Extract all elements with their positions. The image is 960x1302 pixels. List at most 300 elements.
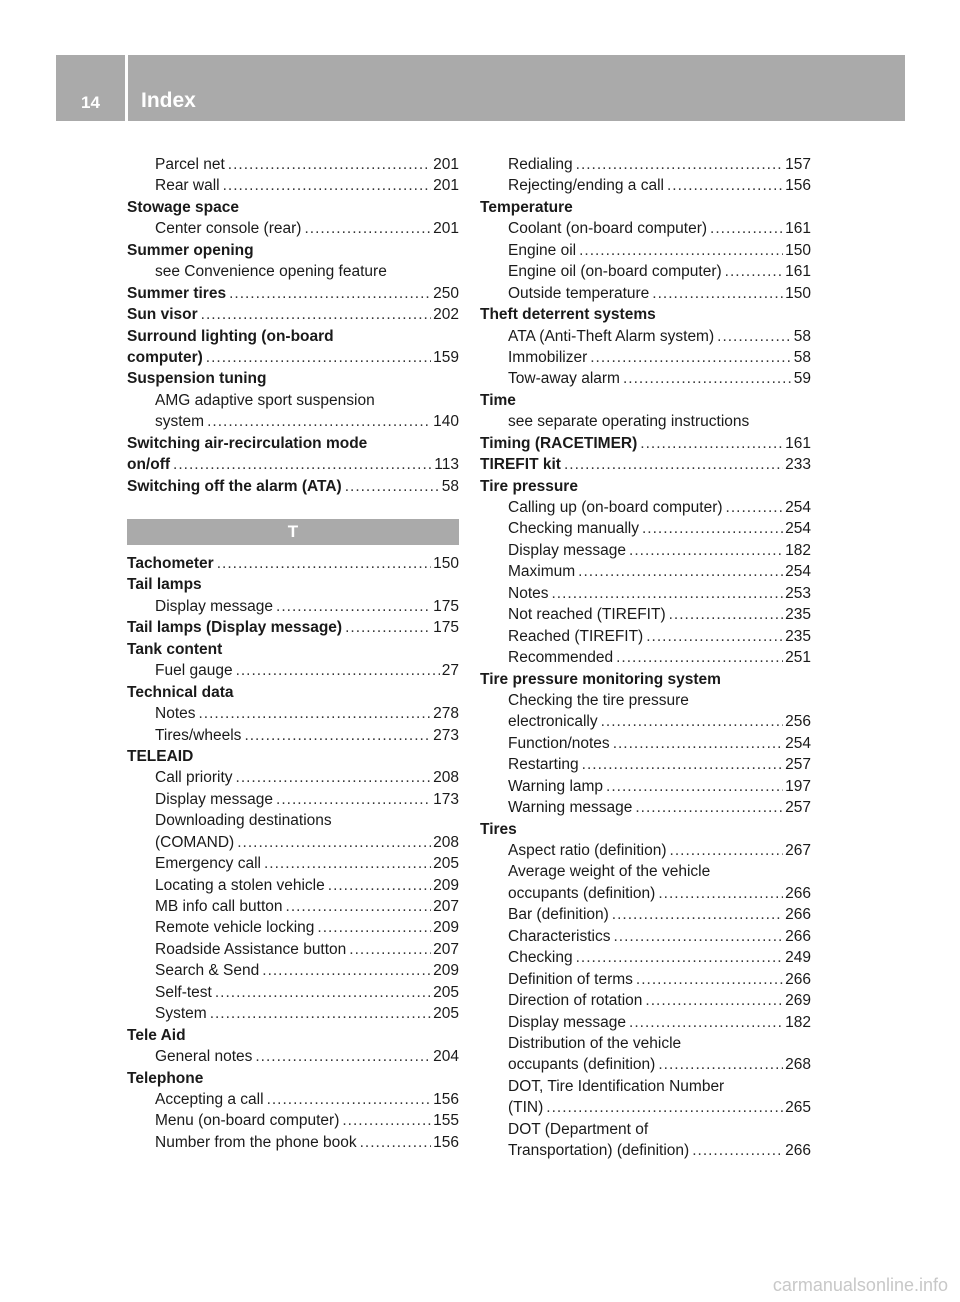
page-reference: 182 <box>785 1013 811 1031</box>
dot-leader <box>215 982 431 1003</box>
index-entry <box>480 583 811 604</box>
index-entry <box>480 990 811 1011</box>
dot-leader <box>635 797 783 818</box>
entry-text: Tire pressure monitoring system <box>480 670 721 688</box>
index-entry <box>127 703 459 724</box>
index-entry <box>127 347 459 368</box>
entry-text: Tires <box>480 820 517 838</box>
dot-leader <box>579 240 783 261</box>
entry-text: Average weight of the vehicle <box>508 863 711 881</box>
index-entry <box>127 767 459 788</box>
dot-leader <box>636 969 783 990</box>
section-letter-bar: T <box>127 519 459 545</box>
entry-text: occupants (definition) <box>508 884 656 902</box>
dot-leader <box>646 626 783 647</box>
entry-text: Time <box>480 391 516 409</box>
entry-text: Parcel net <box>155 156 225 173</box>
entry-text: Search & Send <box>155 962 260 980</box>
index-heading <box>480 197 811 218</box>
index-entry <box>480 154 811 175</box>
entry-text: Display message <box>508 1013 627 1031</box>
page-reference: 235 <box>785 606 811 624</box>
entry-text: Locating a stolen vehicle <box>155 876 325 894</box>
entry-text: Timing (RACETIMER) <box>480 434 638 452</box>
index-heading <box>127 240 459 261</box>
dot-leader <box>590 347 792 368</box>
page-reference: 254 <box>785 563 811 581</box>
page-reference: 268 <box>785 1056 811 1074</box>
index-entry <box>480 647 811 668</box>
dot-leader <box>328 875 431 896</box>
dot-leader <box>207 411 431 432</box>
page-reference: 113 <box>434 456 459 474</box>
page-reference: 266 <box>785 906 811 924</box>
page-reference: 209 <box>433 919 459 937</box>
index-entry <box>480 926 811 947</box>
dot-leader <box>173 454 432 475</box>
entry-text: System <box>155 1005 207 1023</box>
dot-leader <box>276 596 431 617</box>
page-reference: 175 <box>433 597 459 615</box>
entry-text: Warning message <box>508 799 633 817</box>
index-entry <box>480 969 811 990</box>
entry-text: Function/notes <box>508 734 610 752</box>
index-entry <box>480 840 811 861</box>
index-entry <box>480 368 811 389</box>
entry-text: Summer tires <box>127 284 227 302</box>
entry-text: Checking <box>508 949 573 967</box>
dot-leader <box>345 617 431 638</box>
entry-text: Notes <box>508 584 549 602</box>
dot-leader <box>726 497 784 518</box>
dot-leader <box>582 754 783 775</box>
dot-leader <box>710 218 783 239</box>
entry-text: Checking the tire pressure <box>508 691 689 709</box>
entry-text: AMG adaptive sport suspension <box>155 391 375 409</box>
dot-leader <box>623 368 792 389</box>
entry-text: Tires/wheels <box>155 726 242 744</box>
entry-text: Fuel gauge <box>155 662 233 680</box>
index-entries-t-continued <box>480 154 811 1162</box>
page-reference: 58 <box>793 327 811 345</box>
index-entry <box>127 896 459 917</box>
entry-text: Tail lamps <box>127 576 202 594</box>
index-entry <box>480 1054 811 1075</box>
entry-text: Center console (rear) <box>155 220 302 238</box>
index-entry <box>480 497 811 518</box>
dot-leader <box>546 1097 783 1118</box>
index-entry <box>480 604 811 625</box>
index-heading <box>127 682 459 703</box>
entry-text: occupants (definition) <box>508 1056 656 1074</box>
index-entry <box>480 518 811 539</box>
page-reference: 58 <box>793 348 811 366</box>
entry-text: Tele Aid <box>127 1026 186 1044</box>
entry-text: Telephone <box>127 1069 204 1087</box>
page-reference: 208 <box>433 833 459 851</box>
index-heading <box>127 746 459 767</box>
index-entry <box>127 853 459 874</box>
index-entries-s <box>127 154 459 497</box>
index-entry <box>127 596 459 617</box>
dot-leader <box>717 326 792 347</box>
index-heading <box>127 368 459 389</box>
page-reference: 201 <box>433 177 459 195</box>
page-reference: 156 <box>433 1090 459 1108</box>
entry-text: Definition of terms <box>508 970 633 988</box>
page-reference: 202 <box>433 306 459 324</box>
index-heading <box>480 1119 811 1140</box>
entry-text: Distribution of the vehicle <box>508 1034 682 1052</box>
page-reference: 150 <box>785 284 811 302</box>
entry-text: Switching air-recirculation mode <box>127 434 368 452</box>
dot-leader <box>612 904 783 925</box>
index-entry <box>127 725 459 746</box>
index-entry <box>127 1003 459 1024</box>
page-reference: 150 <box>433 555 459 572</box>
index-heading <box>480 390 811 411</box>
page-reference: 175 <box>433 619 459 637</box>
dot-leader <box>669 604 784 625</box>
page-reference: 266 <box>785 927 811 945</box>
entry-text: General notes <box>155 1048 253 1066</box>
index-entry <box>127 617 459 638</box>
index-entry <box>127 476 459 497</box>
dot-leader <box>304 218 431 239</box>
entry-text: Accepting a call <box>155 1090 264 1108</box>
page-reference: 253 <box>785 584 811 602</box>
index-entry <box>480 454 811 475</box>
index-heading <box>480 690 811 711</box>
page-reference: 249 <box>785 949 811 967</box>
dot-leader <box>667 175 783 196</box>
entry-text: Surround lighting (on-board <box>127 327 334 345</box>
index-entry <box>127 553 459 574</box>
index-column-left <box>127 154 459 1153</box>
page-reference: 266 <box>785 970 811 988</box>
entry-text: DOT, Tire Identification Number <box>508 1077 725 1095</box>
dot-leader <box>640 433 783 454</box>
entry-text: DOT (Department of <box>508 1120 649 1138</box>
page-reference: 209 <box>433 962 459 980</box>
page-reference: 156 <box>433 1133 459 1151</box>
index-entry <box>480 904 811 925</box>
page-reference: 58 <box>441 477 459 495</box>
entry-text: Direction of rotation <box>508 992 643 1010</box>
dot-leader <box>228 154 431 175</box>
dot-leader <box>276 789 431 810</box>
index-entry <box>127 175 459 196</box>
index-entry <box>127 411 459 432</box>
page-reference: 205 <box>433 1005 459 1023</box>
index-entry <box>127 1046 459 1067</box>
entry-text: Aspect ratio (definition) <box>508 842 667 859</box>
dot-leader <box>236 767 432 788</box>
entry-text: Tachometer <box>127 555 214 572</box>
page-reference: 254 <box>785 734 811 752</box>
entry-text: Immobilizer <box>508 348 588 366</box>
entry-text: Theft deterrent systems <box>480 306 656 324</box>
entry-text: Suspension tuning <box>127 370 267 388</box>
page-reference: 267 <box>785 842 811 859</box>
index-entry <box>127 154 459 175</box>
index-entry <box>127 304 459 325</box>
index-entry <box>480 1012 811 1033</box>
index-heading <box>480 669 811 690</box>
index-heading <box>480 861 811 882</box>
dot-leader <box>236 660 440 681</box>
entry-text: Roadside Assistance button <box>155 940 347 958</box>
dot-leader <box>217 553 431 574</box>
index-entry <box>127 660 459 681</box>
index-heading <box>480 819 811 840</box>
index-entry <box>480 1097 811 1118</box>
index-entry <box>480 947 811 968</box>
index-entry <box>127 917 459 938</box>
dot-leader <box>658 1054 783 1075</box>
page-reference: 182 <box>785 541 811 559</box>
dot-leader <box>725 261 783 282</box>
dot-leader <box>652 283 783 304</box>
entry-text: (COMAND) <box>155 833 235 851</box>
page-reference: 204 <box>433 1048 459 1066</box>
entry-text: Recommended <box>508 649 614 667</box>
page-reference: 209 <box>433 876 459 894</box>
page-reference: 257 <box>785 756 811 774</box>
page-reference: 233 <box>785 456 811 474</box>
dot-leader <box>642 518 783 539</box>
index-entry <box>127 875 459 896</box>
entry-text: (TIN) <box>508 1099 544 1117</box>
entry-text: Bar (definition) <box>508 906 609 924</box>
entry-text: Characteristics <box>508 927 611 945</box>
index-entry <box>480 1140 811 1161</box>
entry-text: Engine oil (on-board computer) <box>508 263 722 281</box>
dot-leader <box>206 347 431 368</box>
index-entry <box>480 797 811 818</box>
page-reference: 150 <box>785 241 811 259</box>
index-heading <box>127 1025 459 1046</box>
entry-text: Temperature <box>480 198 573 216</box>
dot-leader <box>601 711 784 732</box>
watermark: carmanualsonline.info <box>772 1275 948 1295</box>
entry-text: TIREFIT kit <box>480 456 561 474</box>
index-entry <box>480 883 811 904</box>
entry-text: Emergency call <box>155 855 261 873</box>
index-heading <box>127 326 459 347</box>
index-heading <box>127 810 459 831</box>
page-reference: 205 <box>433 855 459 873</box>
dot-leader <box>629 1012 783 1033</box>
index-entry <box>480 218 811 239</box>
index-entry <box>480 261 811 282</box>
entry-text: Call priority <box>155 769 233 787</box>
entry-text: Maximum <box>508 563 576 581</box>
dot-leader <box>229 283 431 304</box>
index-entry <box>127 1089 459 1110</box>
index-entry <box>480 626 811 647</box>
page-reference: 278 <box>433 705 459 723</box>
entry-text: on/off <box>127 456 171 474</box>
page-reference: 251 <box>785 649 811 667</box>
index-heading <box>480 304 811 325</box>
index-entry <box>127 454 459 475</box>
page-reference: 201 <box>433 220 459 238</box>
page-reference: 59 <box>793 370 811 388</box>
entry-text: Coolant (on-board computer) <box>508 220 708 238</box>
page-reference: 157 <box>785 156 811 173</box>
entry-text: MB info call button <box>155 898 283 915</box>
index-heading <box>480 1076 811 1097</box>
index-heading <box>127 433 459 454</box>
page-reference: 265 <box>785 1099 811 1117</box>
page-reference: 205 <box>433 983 459 1001</box>
dot-leader <box>606 776 783 797</box>
dot-leader <box>692 1140 783 1161</box>
dot-leader <box>614 926 784 947</box>
entry-text: Reached (TIREFIT) <box>508 627 644 645</box>
entry-text: system <box>155 413 205 431</box>
entry-text: Outside temperature <box>508 284 650 302</box>
entry-text: Not reached (TIREFIT) <box>508 606 666 624</box>
entry-text: Checking manually <box>508 520 639 538</box>
index-entry <box>480 540 811 561</box>
index-heading <box>127 639 459 660</box>
entry-text: Redialing <box>508 156 573 173</box>
page-reference: 266 <box>785 1142 811 1160</box>
dot-leader <box>564 454 783 475</box>
page-reference: 140 <box>433 413 459 431</box>
header-divider <box>125 55 128 121</box>
index-entry <box>127 218 459 239</box>
dot-leader <box>317 917 431 938</box>
entry-text: Rejecting/ending a call <box>508 177 664 195</box>
index-entry <box>127 982 459 1003</box>
index-entry <box>127 960 459 981</box>
index-heading <box>127 1068 459 1089</box>
index-entry <box>480 240 811 261</box>
dot-leader <box>267 1089 432 1110</box>
index-entry <box>480 754 811 775</box>
page-reference: 256 <box>785 713 811 731</box>
index-heading <box>127 261 459 282</box>
dot-leader <box>613 733 783 754</box>
dot-leader <box>210 1003 431 1024</box>
index-entry <box>480 326 811 347</box>
entry-text: Tire pressure <box>480 477 578 495</box>
dot-leader <box>616 647 783 668</box>
page-number: 14 <box>81 93 100 112</box>
dot-leader <box>201 304 431 325</box>
dot-leader <box>262 960 431 981</box>
dot-leader <box>629 540 783 561</box>
page-reference: 155 <box>433 1112 459 1130</box>
entry-text: Engine oil <box>508 241 577 259</box>
index-entry <box>480 347 811 368</box>
page-reference: 27 <box>441 662 459 680</box>
index-entry <box>127 1132 459 1153</box>
page-reference: 208 <box>433 769 459 787</box>
entry-text: Menu (on-board computer) <box>155 1112 340 1130</box>
index-entry <box>480 283 811 304</box>
index-entry <box>127 1110 459 1131</box>
entry-text: electronically <box>508 713 598 731</box>
entry-text: Notes <box>155 705 196 723</box>
index-heading <box>127 574 459 595</box>
dot-leader <box>244 725 431 746</box>
dot-leader <box>360 1132 432 1153</box>
index-heading <box>127 197 459 218</box>
dot-leader <box>670 840 784 861</box>
entry-text: Stowage space <box>127 198 239 216</box>
index-entry <box>127 939 459 960</box>
dot-leader <box>264 853 431 874</box>
page-reference: 161 <box>785 220 811 238</box>
page-reference: 235 <box>785 627 811 645</box>
entry-text: Tank content <box>127 640 223 658</box>
entry-text: Downloading destinations <box>155 812 332 830</box>
page-reference: 269 <box>785 992 811 1010</box>
page-reference: 173 <box>433 790 459 808</box>
index-column-right <box>480 154 811 1162</box>
dot-leader <box>645 990 783 1011</box>
entry-text: Number from the phone book <box>155 1133 357 1151</box>
page-header <box>56 55 905 121</box>
entry-text: Technical data <box>127 683 234 701</box>
page-reference: 201 <box>433 156 459 173</box>
dot-leader <box>576 154 783 175</box>
entry-text: Self-test <box>155 983 212 1001</box>
page-reference: 254 <box>785 520 811 538</box>
entry-text: see separate operating instructions <box>508 413 750 431</box>
index-heading <box>480 411 811 432</box>
index-entry <box>127 789 459 810</box>
index-heading <box>480 476 811 497</box>
entry-text: Warning lamp <box>508 777 604 795</box>
dot-leader <box>237 832 431 853</box>
entry-text: Calling up (on-board computer) <box>508 499 723 516</box>
entry-text: Tail lamps (Display message) <box>127 619 343 637</box>
index-heading <box>480 1033 811 1054</box>
index-entries-t <box>127 553 459 1153</box>
entry-text: Remote vehicle locking <box>155 919 315 937</box>
page-reference: 254 <box>785 499 811 516</box>
index-entry <box>480 733 811 754</box>
entry-text: Switching off the alarm (ATA) <box>127 477 342 495</box>
page-reference: 207 <box>433 940 459 958</box>
page-reference: 161 <box>785 263 811 281</box>
dot-leader <box>349 939 431 960</box>
page-reference: 273 <box>433 726 459 744</box>
index-entry <box>127 832 459 853</box>
entry-text: Transportation) (definition) <box>508 1142 690 1160</box>
index-entry <box>480 776 811 797</box>
dot-leader <box>199 703 432 724</box>
page-reference: 159 <box>433 348 459 366</box>
entry-text: Restarting <box>508 756 579 774</box>
page-title: Index <box>141 89 196 112</box>
page-reference: 257 <box>785 799 811 817</box>
page-reference: 207 <box>433 898 459 915</box>
dot-leader <box>578 561 783 582</box>
dot-leader <box>342 1110 431 1131</box>
entry-text: TELEAID <box>127 747 194 765</box>
dot-leader <box>255 1046 431 1067</box>
dot-leader <box>552 583 784 604</box>
entry-text: Rear wall <box>155 177 220 195</box>
entry-text: Display message <box>508 541 627 559</box>
page-reference: 197 <box>785 777 811 795</box>
